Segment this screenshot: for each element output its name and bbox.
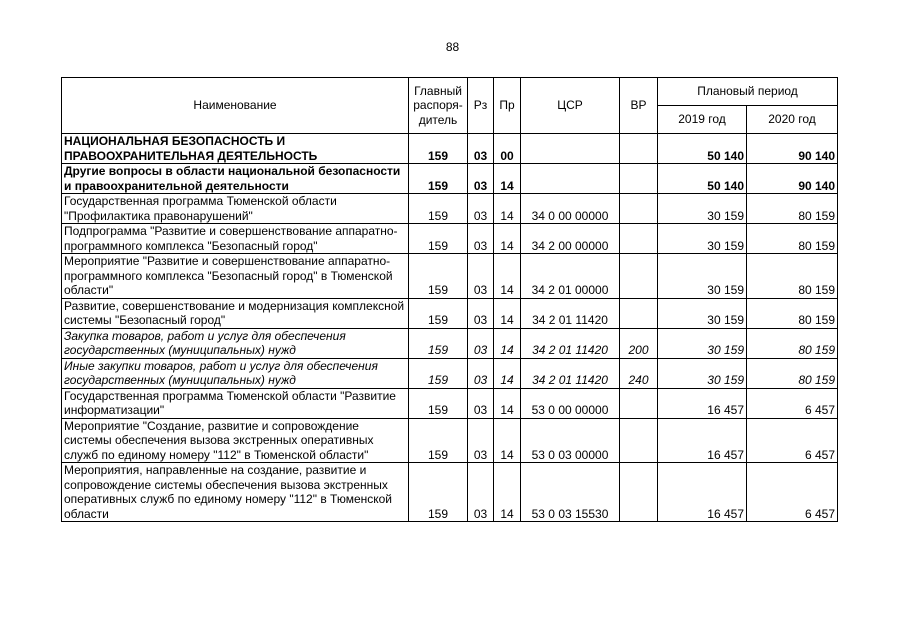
row-csr: 53 0 03 00000 xyxy=(521,418,620,463)
row-pr: 14 xyxy=(494,328,521,358)
row-rz: 03 xyxy=(468,134,494,164)
row-vr: 200 xyxy=(620,328,658,358)
row-manager: 159 xyxy=(409,224,468,254)
table-row xyxy=(62,134,838,164)
header-year-2019: 2019 год xyxy=(658,106,747,134)
row-vr xyxy=(620,418,658,463)
table-row xyxy=(62,358,838,388)
row-csr: 34 0 00 00000 xyxy=(521,194,620,224)
row-2019: 30 159 xyxy=(658,254,747,299)
table-row xyxy=(62,463,838,522)
row-vr xyxy=(620,194,658,224)
table-row xyxy=(62,224,838,254)
row-csr: 34 2 00 00000 xyxy=(521,224,620,254)
row-2019: 30 159 xyxy=(658,298,747,328)
row-name: Развитие, совершенствование и модернизация комплексной системы "Безопасный город" xyxy=(62,298,409,328)
budget-table xyxy=(61,77,838,522)
row-manager: 159 xyxy=(409,328,468,358)
row-manager: 159 xyxy=(409,463,468,522)
row-2020: 6 457 xyxy=(747,388,838,418)
row-name: Государственная программа Тюменской области "Профилактика правонарушений" xyxy=(62,194,409,224)
row-vr xyxy=(620,224,658,254)
row-vr xyxy=(620,164,658,194)
row-csr: 34 2 01 11420 xyxy=(521,358,620,388)
row-manager: 159 xyxy=(409,134,468,164)
row-manager: 159 xyxy=(409,358,468,388)
row-pr: 00 xyxy=(494,134,521,164)
row-manager: 159 xyxy=(409,194,468,224)
row-rz: 03 xyxy=(468,164,494,194)
table-row xyxy=(62,194,838,224)
row-pr: 14 xyxy=(494,463,521,522)
row-csr: 34 2 01 11420 xyxy=(521,298,620,328)
table-row xyxy=(62,328,838,358)
row-vr xyxy=(620,463,658,522)
row-2020: 80 159 xyxy=(747,298,838,328)
table-row xyxy=(62,388,838,418)
row-rz: 03 xyxy=(468,418,494,463)
row-vr: 240 xyxy=(620,358,658,388)
row-csr: 34 2 01 11420 xyxy=(521,328,620,358)
row-2020: 80 159 xyxy=(747,358,838,388)
row-rz: 03 xyxy=(468,224,494,254)
row-pr: 14 xyxy=(494,388,521,418)
row-rz: 03 xyxy=(468,254,494,299)
row-2020: 80 159 xyxy=(747,224,838,254)
header-pr: Пр xyxy=(494,78,521,134)
header-planned-period: Плановый период xyxy=(658,78,838,106)
row-manager: 159 xyxy=(409,254,468,299)
row-name: Государственная программа Тюменской области "Развитие информатизации" xyxy=(62,388,409,418)
row-2019: 16 457 xyxy=(658,388,747,418)
row-vr xyxy=(620,298,658,328)
row-manager: 159 xyxy=(409,418,468,463)
row-rz: 03 xyxy=(468,194,494,224)
row-rz: 03 xyxy=(468,358,494,388)
row-rz: 03 xyxy=(468,463,494,522)
row-manager: 159 xyxy=(409,388,468,418)
header-vr: ВР xyxy=(620,78,658,134)
row-2020: 80 159 xyxy=(747,194,838,224)
row-csr: 53 0 00 00000 xyxy=(521,388,620,418)
row-csr: 34 2 01 00000 xyxy=(521,254,620,299)
row-2020: 90 140 xyxy=(747,164,838,194)
header-main-manager: Главный распоря- дитель xyxy=(409,78,468,134)
row-pr: 14 xyxy=(494,224,521,254)
table-row xyxy=(62,298,838,328)
row-csr xyxy=(521,134,620,164)
row-name: Иные закупки товаров, работ и услуг для обеспечения государственных (муниципальных) нужд xyxy=(62,358,409,388)
row-name: НАЦИОНАЛЬНАЯ БЕЗОПАСНОСТЬ И ПРАВООХРАНИТЕЛЬНАЯ ДЕЯТЕЛЬНОСТЬ xyxy=(62,134,409,164)
row-name: Подпрограмма "Развитие и совершенствование аппаратно-программного комплекса "Безопасный город" xyxy=(62,224,409,254)
row-pr: 14 xyxy=(494,298,521,328)
table-row xyxy=(62,164,838,194)
row-2019: 16 457 xyxy=(658,418,747,463)
row-csr: 53 0 03 15530 xyxy=(521,463,620,522)
row-2019: 30 159 xyxy=(658,224,747,254)
row-rz: 03 xyxy=(468,328,494,358)
row-vr xyxy=(620,388,658,418)
row-csr xyxy=(521,164,620,194)
row-pr: 14 xyxy=(494,358,521,388)
row-name: Другие вопросы в области национальной безопасности и правоохранительной деятельности xyxy=(62,164,409,194)
row-2019: 30 159 xyxy=(658,358,747,388)
row-2019: 30 159 xyxy=(658,328,747,358)
row-2020: 90 140 xyxy=(747,134,838,164)
row-pr: 14 xyxy=(494,254,521,299)
row-manager: 159 xyxy=(409,164,468,194)
page-number: 88 xyxy=(445,40,460,54)
row-manager: 159 xyxy=(409,298,468,328)
row-pr: 14 xyxy=(494,418,521,463)
row-name: Мероприятие "Развитие и совершенствование аппаратно-программного комплекса "Безопасный город" в Тюменской области" xyxy=(62,254,409,299)
row-vr xyxy=(620,254,658,299)
row-2020: 6 457 xyxy=(747,463,838,522)
row-2020: 6 457 xyxy=(747,418,838,463)
row-pr: 14 xyxy=(494,194,521,224)
row-rz: 03 xyxy=(468,388,494,418)
row-rz: 03 xyxy=(468,298,494,328)
row-name: Мероприятия, направленные на создание, развитие и сопровождение системы обеспечения вызова экстренных оперативных служб по единому номеру "112" в Тюменской области xyxy=(62,463,409,522)
row-pr: 14 xyxy=(494,164,521,194)
header-rz: Рз xyxy=(468,78,494,134)
row-name: Закупка товаров, работ и услуг для обеспечения государственных (муниципальных) нужд xyxy=(62,328,409,358)
row-2019: 50 140 xyxy=(658,164,747,194)
row-2020: 80 159 xyxy=(747,254,838,299)
row-2020: 80 159 xyxy=(747,328,838,358)
table-row xyxy=(62,254,838,299)
row-2019: 30 159 xyxy=(658,194,747,224)
header-csr: ЦСР xyxy=(521,78,620,134)
table-row xyxy=(62,418,838,463)
row-vr xyxy=(620,134,658,164)
header-name: Наименование xyxy=(62,78,409,134)
row-name: Мероприятие "Создание, развитие и сопровождение системы обеспечения вызова экстренных оперативных служб по единому номеру "112" в Тюменской области" xyxy=(62,418,409,463)
header-year-2020: 2020 год xyxy=(747,106,838,134)
row-2019: 16 457 xyxy=(658,463,747,522)
row-2019: 50 140 xyxy=(658,134,747,164)
